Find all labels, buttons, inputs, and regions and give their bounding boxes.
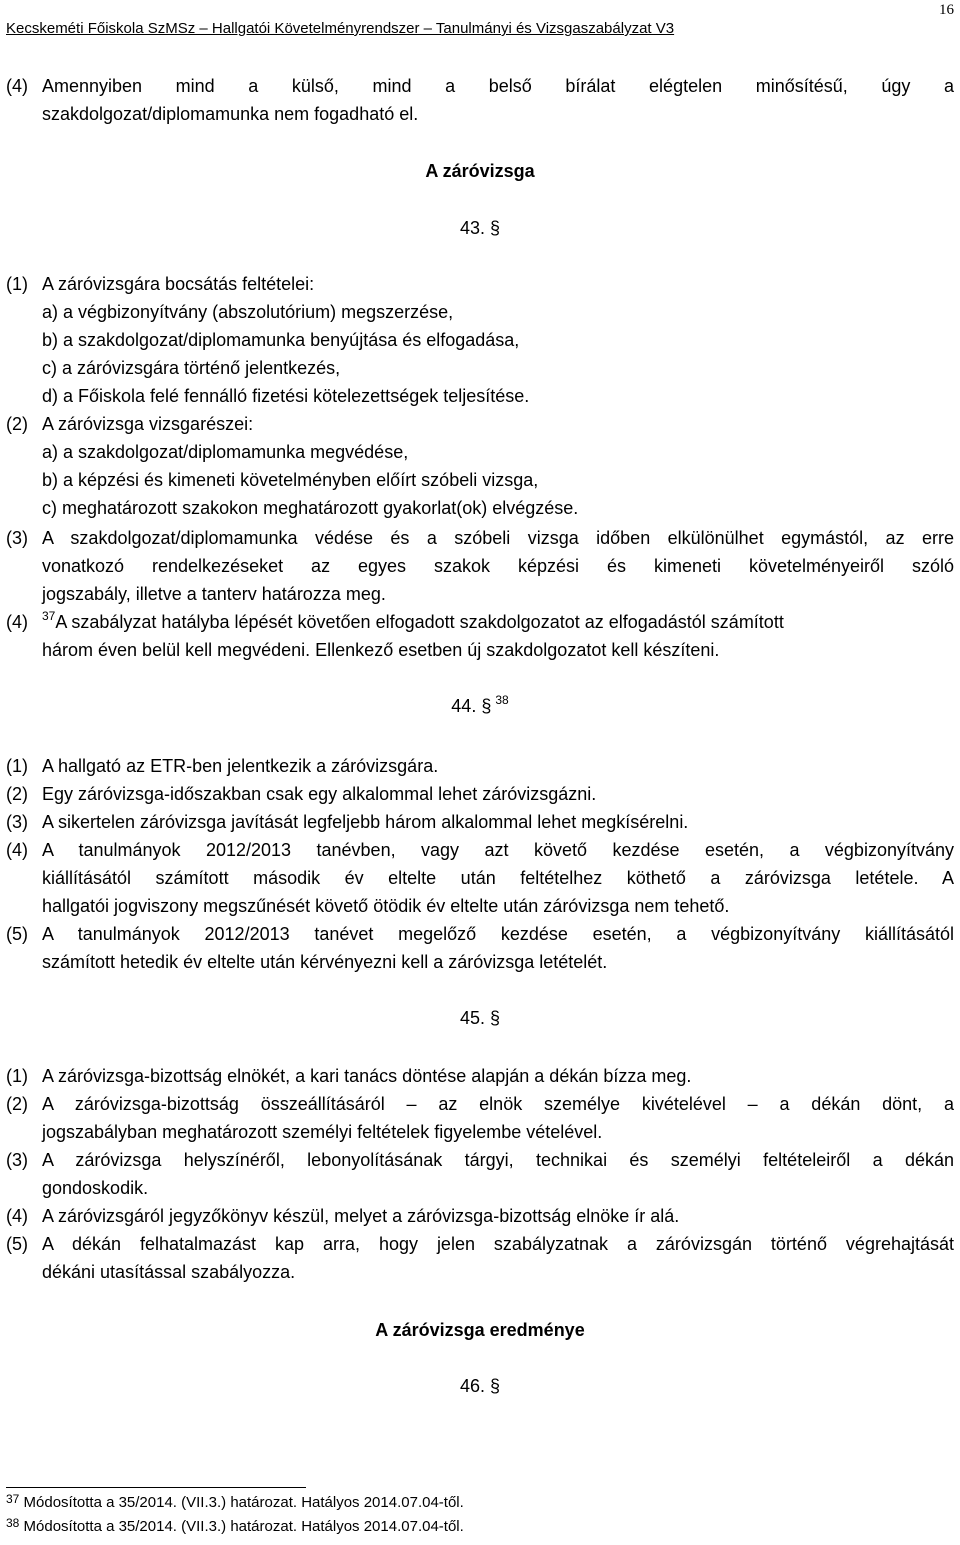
p44-3-number: (3)	[6, 812, 28, 832]
footnote-37-number: 37	[6, 1492, 20, 1506]
p43-4-line-1	[42, 608, 784, 636]
p43-1-item-a: a) a végbizonyítvány (abszolutórium) megszerzése,	[42, 302, 454, 322]
p45-2-line-1: A záróvizsga-bizottság összeállításáról – az elnök személye kivételével – a dékán dönt, a	[42, 1094, 954, 1114]
p44-1-text: A hallgató az ETR-ben jelentkezik a záróvizsgára.	[42, 756, 439, 776]
p45-3-line-1: A záróvizsga helyszínéről, lebonyolításának tárgyi, technikai és személyi feltételeiről a dékán	[42, 1150, 954, 1170]
intro-line-2: szakdolgozat/diplomamunka nem fogadható el.	[42, 104, 419, 124]
p45-1-text: A záróvizsga-bizottság elnökét, a kari tanács döntése alapján a dékán bízza meg.	[42, 1066, 692, 1086]
p43-3-line-3: jogszabály, illetve a tanterv határozza meg.	[42, 584, 386, 604]
p43-1-number: (1)	[6, 274, 28, 294]
p43-2-text: A záróvizsga vizsgarészei:	[42, 414, 254, 434]
p45-5-line-2: dékáni utasítással szabályozza.	[42, 1262, 296, 1282]
p43-3-line-2: vonatkozó rendelkezéseket az egyes szakok képzési és kimeneti követelményeiről szóló	[42, 556, 954, 576]
p45-1-number: (1)	[6, 1066, 28, 1086]
p44-4-line-3: hallgatói jogviszony megszűnését követő ötödik év eltelte után záróvizsga nem tehető.	[42, 896, 730, 916]
p44-4-number: (4)	[6, 840, 28, 860]
p43-4-line-2: három éven belül kell megvédeni. Ellenkező esetben új szakdolgozatot kell készíteni.	[42, 640, 720, 660]
p45-2-line-2: jogszabályban meghatározott személyi feltételek figyelembe vételével.	[42, 1122, 603, 1142]
p44-5-line-1: A tanulmányok 2012/2013 tanévet megelőző kezdése esetén, a végbizonyítvány kiállításától	[42, 924, 954, 944]
paragraph-46-title: 46. §	[459, 1376, 501, 1396]
p43-3-number: (3)	[6, 528, 28, 548]
p43-4-number: (4)	[6, 612, 28, 632]
p44-2-number: (2)	[6, 784, 28, 804]
footnote-38-number: 38	[6, 1516, 20, 1530]
p45-3-line-2: gondoskodik.	[42, 1178, 149, 1198]
p45-4-text: A záróvizsgáról jegyzőkönyv készül, melyet a záróvizsga-bizottság elnöke ír alá.	[42, 1206, 680, 1226]
intro-line-1: Amennyiben mind a külső, mind a belső bírálat elégtelen minősítésű, úgy a	[42, 76, 954, 96]
page-number: 16	[939, 2, 954, 18]
p43-2-item-b: b) a képzési és kimeneti követelményben előírt szóbeli vizsga,	[42, 470, 539, 490]
footnote-37	[6, 1492, 464, 1514]
footnote-37-text: Módosította a 35/2014. (VII.3.) határozat. Hatályos 2014.07.04-től.	[23, 1494, 464, 1511]
p44-2-text: Egy záróvizsga-időszakban csak egy alkalommal lehet záróvizsgázni.	[42, 784, 597, 804]
paragraph-43-title: 43. §	[459, 218, 501, 238]
p44-5-line-2: számított hetedik év eltelte után kérvényezni kell a záróvizsga letételét.	[42, 952, 608, 972]
p43-1-text: A záróvizsgára bocsátás feltételei:	[42, 274, 315, 294]
paragraph-44-title-text: 44. §	[451, 696, 492, 716]
section-title-eredmenye: A záróvizsga eredménye	[375, 1320, 585, 1340]
footnote-38-text: Módosította a 35/2014. (VII.3.) határozat. Hatályos 2014.07.04-től.	[23, 1518, 464, 1535]
p43-4-line-1-wrap	[42, 608, 954, 636]
p43-4-line-1-text: A szabályzat hatályba lépését követően elfogadott szakdolgozatot az elfogadástól számított	[55, 612, 784, 632]
p45-5-number: (5)	[6, 1234, 28, 1254]
p43-2-item-a: a) a szakdolgozat/diplomamunka megvédése,	[42, 442, 409, 462]
p43-2-item-c: c) meghatározott szakokon meghatározott gyakorlat(ok) elvégzése.	[42, 498, 579, 518]
paragraph-44-title	[0, 692, 960, 720]
paragraph-45-title: 45. §	[459, 1008, 501, 1028]
p43-2-number: (2)	[6, 414, 28, 434]
p45-2-number: (2)	[6, 1094, 28, 1114]
intro-number: (4)	[6, 76, 28, 96]
section-title-zarovizsga: A záróvizsga	[425, 161, 535, 181]
p44-1-number: (1)	[6, 756, 28, 776]
footnote-ref-37[interactable]: 37	[42, 609, 56, 623]
p43-1-item-c: c) a záróvizsgára történő jelentkezés,	[42, 358, 341, 378]
footnote-38	[6, 1516, 464, 1538]
p45-3-number: (3)	[6, 1150, 28, 1170]
p45-5-line-1: A dékán felhatalmazást kap arra, hogy jelen szabályzatnak a záróvizsgán történő végrehajtását	[42, 1234, 954, 1254]
footnote-separator	[6, 1487, 306, 1488]
p44-4-line-1: A tanulmányok 2012/2013 tanévben, vagy azt követő kezdése esetén, a végbizonyítvány	[42, 840, 954, 860]
p43-1-item-d: d) a Főiskola felé fennálló fizetési kötelezettségek teljesítése.	[42, 386, 530, 406]
p44-4-line-2: kiállításától számított második év eltelte után feltételhez köthető a záróvizsga letétele. A	[42, 868, 954, 888]
p44-5-number: (5)	[6, 924, 28, 944]
p43-3-line-1: A szakdolgozat/diplomamunka védése és a szóbeli vizsga időben elkülönülhet egymástól, az erre	[42, 528, 954, 548]
p43-1-item-b: b) a szakdolgozat/diplomamunka benyújtása és elfogadása,	[42, 330, 520, 350]
running-header: Kecskeméti Főiskola SzMSz – Hallgatói Követelményrendszer – Tanulmányi és Vizsgaszabályzat V3	[6, 20, 675, 37]
p44-3-text: A sikertelen záróvizsga javítását legfeljebb három alkalommal lehet megkísérelni.	[42, 812, 689, 832]
footnote-ref-38[interactable]: 38	[495, 693, 509, 707]
p45-4-number: (4)	[6, 1206, 28, 1226]
